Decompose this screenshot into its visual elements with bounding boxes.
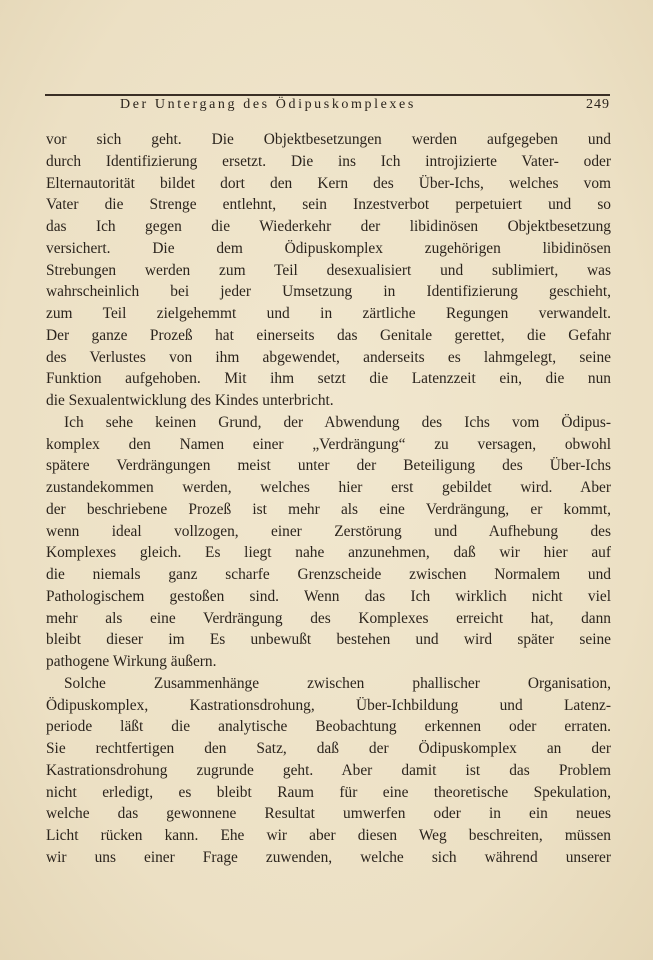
text-line: Der ganze Prozeß hat einerseits das Genitale gerettet, die Gefahr	[46, 326, 611, 344]
text-line: Strebungen werden zum Teil desexualisiert und sublimiert, was	[46, 261, 611, 279]
text-line: bleibt dieser im Es unbewußt bestehen und wird später seine	[46, 631, 611, 649]
text-line: die niemals ganz scharfe Grenzscheide zwischen Normalem und	[46, 566, 611, 583]
text-line: Licht rücken kann. Ehe wir aber diesen Weg beschreiten, müssen	[46, 827, 611, 844]
text-line: welche das gewonnene Resultat umwerfen oder in ein neues	[46, 805, 611, 823]
text-line: Kastrationsdrohung zugrunde geht. Aber damit ist das Problem	[46, 761, 611, 779]
text-line: Funktion aufgehoben. Mit ihm setzt die Latenzzeit ein, die nun	[46, 370, 611, 388]
text-line: Pathologischem gestoßen sind. Wenn das Ich wirklich nicht viel	[46, 587, 611, 605]
text-line: nicht erledigt, es bleibt Raum für eine theoretische Spekulation,	[46, 783, 611, 801]
running-title: Der Untergang des Ödipuskomplexes	[120, 97, 416, 112]
text-line: periode läßt die analytische Beobachtung erkennen oder erraten.	[46, 718, 611, 736]
text-line: des Verlustes von ihm abgewendet, anderseits es lahmgelegt, seine	[46, 348, 611, 366]
text-line: vor sich geht. Die Objektbesetzungen werden aufgegeben und	[46, 131, 611, 148]
text-line: durch Identifizierung ersetzt. Die ins Ich introjizierte Vater- oder	[46, 152, 611, 170]
text-line: zum Teil zielgehemmt und in zärtliche Regungen verwandelt.	[46, 305, 611, 322]
text-line: Ödipuskomplex, Kastrationsdrohung, Über-Ichbildung und Latenz-	[46, 696, 611, 714]
text-line: wahrscheinlich bei jeder Umsetzung in Identifizierung geschieht,	[46, 283, 611, 301]
text-line: mehr als eine Verdrängung des Komplexes erreicht hat, dann	[46, 609, 611, 627]
text-line: Komplexes gleich. Es liegt nahe anzunehmen, daß wir hier auf	[46, 544, 611, 562]
header-rule	[45, 94, 610, 96]
text-line: Solche Zusammenhänge zwischen phallischer Organisation,	[64, 674, 611, 692]
text-line: pathogene Wirkung äußern.	[46, 653, 217, 670]
text-line: zustandekommen werden, welches hier erst gebildet wird. Aber	[46, 479, 611, 496]
text-line: spätere Verdrängungen meist unter der Beteiligung des Über-Ichs	[46, 457, 611, 475]
text-line: Ich sehe keinen Grund, der Abwendung des Ichs vom Ödipus-	[64, 413, 611, 431]
text-line: die Sexualentwicklung des Kindes unterbricht.	[46, 392, 334, 409]
text-line: der beschriebene Prozeß ist mehr als eine Verdrängung, er kommt,	[46, 500, 611, 518]
text-line: Sie rechtfertigen den Satz, daß der Ödipuskomplex an der	[46, 740, 611, 757]
text-line: wenn ideal vollzogen, einer Zerstörung und Aufhebung des	[46, 522, 611, 540]
body-text	[46, 129, 611, 869]
text-line: wir uns einer Frage zuwenden, welche sich während unserer	[46, 848, 611, 866]
running-head	[45, 97, 610, 117]
text-line: komplex den Namen einer „Verdrängung“ zu versagen, obwohl	[46, 435, 611, 453]
page-number: 249	[586, 97, 610, 112]
text-line: Elternautorität bildet dort den Kern des Über-Ichs, welches vom	[46, 174, 611, 192]
text-line: das Ich gegen die Wiederkehr der libidinösen Objektbesetzung	[46, 218, 611, 235]
text-line: versichert. Die dem Ödipuskomplex zugehörigen libidinösen	[46, 239, 611, 257]
text-line: Vater die Strenge entlehnt, sein Inzestverbot perpetuiert und so	[46, 196, 611, 214]
